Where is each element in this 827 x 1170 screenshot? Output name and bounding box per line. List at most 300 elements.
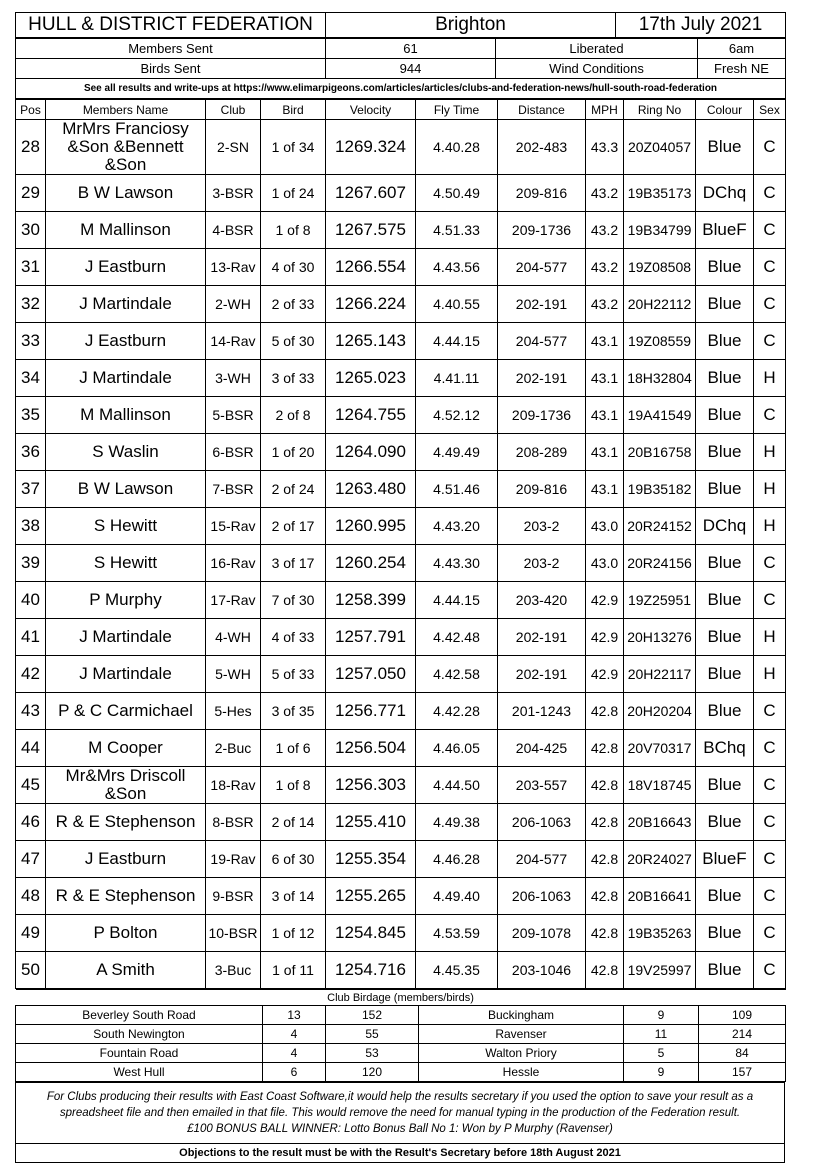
bird-cell: 1 of 12 <box>261 915 326 952</box>
mph-cell: 42.8 <box>586 915 624 952</box>
pos-cell: 30 <box>16 212 46 249</box>
bird-cell: 2 of 33 <box>261 286 326 323</box>
club-name-cell: West Hull <box>16 1063 263 1082</box>
mph-cell: 43.1 <box>586 323 624 360</box>
bird-cell: 2 of 8 <box>261 397 326 434</box>
ring-no-cell: 19A41549 <box>624 397 696 434</box>
ring-no-cell: 18V18745 <box>624 767 696 804</box>
member-name-cell: P & C Carmichael <box>46 693 206 730</box>
sex-cell: C <box>754 767 786 804</box>
mph-cell: 43.1 <box>586 397 624 434</box>
results-body <box>16 120 786 989</box>
club-cell: 18-Rav <box>206 767 261 804</box>
table-row <box>16 471 786 508</box>
pos-cell: 35 <box>16 397 46 434</box>
colour-cell: BlueF <box>696 841 754 878</box>
member-name-cell: S Waslin <box>46 434 206 471</box>
race-location: Brighton <box>326 13 616 38</box>
wind-value: Fresh NE <box>698 59 786 79</box>
club-name-cell: South Newington <box>16 1025 263 1044</box>
birdage-row <box>16 1044 786 1063</box>
pos-cell: 28 <box>16 120 46 175</box>
birds-sent-value: 944 <box>326 59 496 79</box>
ring-no-cell: 18H32804 <box>624 360 696 397</box>
fly-time-cell: 4.45.35 <box>416 952 498 989</box>
colour-cell: Blue <box>696 878 754 915</box>
fly-time-cell: 4.49.40 <box>416 878 498 915</box>
club-cell: 3-BSR <box>206 175 261 212</box>
sex-cell: H <box>754 656 786 693</box>
club-name-cell: Fountain Road <box>16 1044 263 1063</box>
table-row <box>16 656 786 693</box>
column-header: Fly Time <box>416 100 498 120</box>
birds-sent-label: Birds Sent <box>16 59 326 79</box>
velocity-cell: 1267.575 <box>326 212 416 249</box>
mph-cell: 43.0 <box>586 508 624 545</box>
bird-cell: 6 of 30 <box>261 841 326 878</box>
mph-cell: 42.8 <box>586 952 624 989</box>
table-row <box>16 952 786 989</box>
club-cell: 4-BSR <box>206 212 261 249</box>
member-name-cell: J Martindale <box>46 360 206 397</box>
member-name-cell: J Martindale <box>46 286 206 323</box>
pos-cell: 45 <box>16 767 46 804</box>
member-name-cell: J Eastburn <box>46 841 206 878</box>
mph-cell: 42.8 <box>586 767 624 804</box>
pos-cell: 39 <box>16 545 46 582</box>
sex-cell: C <box>754 212 786 249</box>
member-name-cell: R & E Stephenson <box>46 804 206 841</box>
fly-time-cell: 4.40.55 <box>416 286 498 323</box>
colour-cell: Blue <box>696 323 754 360</box>
colour-cell: Blue <box>696 915 754 952</box>
velocity-cell: 1255.410 <box>326 804 416 841</box>
colour-cell: Blue <box>696 360 754 397</box>
colour-cell: Blue <box>696 693 754 730</box>
sex-cell: C <box>754 582 786 619</box>
fly-time-cell: 4.43.30 <box>416 545 498 582</box>
pos-cell: 46 <box>16 804 46 841</box>
member-name-cell: S Hewitt <box>46 508 206 545</box>
fly-time-cell: 4.51.33 <box>416 212 498 249</box>
birdage-row <box>16 1006 786 1025</box>
mph-cell: 42.8 <box>586 730 624 767</box>
fly-time-cell: 4.42.58 <box>416 656 498 693</box>
mph-cell: 43.2 <box>586 286 624 323</box>
club-cell: 7-BSR <box>206 471 261 508</box>
velocity-cell: 1256.771 <box>326 693 416 730</box>
race-info-table <box>15 38 786 99</box>
birdage-table <box>15 989 786 1082</box>
birdage-row <box>16 1063 786 1082</box>
liberated-value: 6am <box>698 39 786 59</box>
club-cell: 6-BSR <box>206 434 261 471</box>
bird-cell: 4 of 33 <box>261 619 326 656</box>
distance-cell: 203-2 <box>498 545 586 582</box>
velocity-cell: 1267.607 <box>326 175 416 212</box>
distance-cell: 202-191 <box>498 360 586 397</box>
results-link-note: See all results and write-ups at https://www.elimarpigeons.com/articles/articles/clubs-and-federation-news/hull-south-road-federation <box>16 79 786 99</box>
table-row <box>16 693 786 730</box>
ring-no-cell: 20B16643 <box>624 804 696 841</box>
column-header: Ring No <box>624 100 696 120</box>
table-row <box>16 120 786 175</box>
birds-cell: 214 <box>699 1025 786 1044</box>
distance-cell: 209-816 <box>498 175 586 212</box>
club-cell: 15-Rav <box>206 508 261 545</box>
velocity-cell: 1256.303 <box>326 767 416 804</box>
fly-time-cell: 4.52.12 <box>416 397 498 434</box>
sex-cell: C <box>754 120 786 175</box>
birds-cell: 84 <box>699 1044 786 1063</box>
birds-cell: 55 <box>326 1025 419 1044</box>
colour-cell: Blue <box>696 619 754 656</box>
club-cell: 5-BSR <box>206 397 261 434</box>
birdage-body <box>16 1006 786 1082</box>
distance-cell: 206-1063 <box>498 804 586 841</box>
pos-cell: 37 <box>16 471 46 508</box>
sex-cell: H <box>754 619 786 656</box>
ring-no-cell: 20H20204 <box>624 693 696 730</box>
members-cell: 4 <box>263 1044 326 1063</box>
sex-cell: H <box>754 360 786 397</box>
member-name-cell: P Murphy <box>46 582 206 619</box>
sex-cell: H <box>754 508 786 545</box>
members-cell: 11 <box>624 1025 699 1044</box>
fly-time-cell: 4.41.11 <box>416 360 498 397</box>
distance-cell: 209-1736 <box>498 397 586 434</box>
member-name-cell: B W Lawson <box>46 471 206 508</box>
bird-cell: 4 of 30 <box>261 249 326 286</box>
column-header-row <box>16 100 786 120</box>
mph-cell: 42.8 <box>586 804 624 841</box>
fly-time-cell: 4.49.38 <box>416 804 498 841</box>
bird-cell: 2 of 24 <box>261 471 326 508</box>
club-cell: 3-WH <box>206 360 261 397</box>
velocity-cell: 1255.265 <box>326 878 416 915</box>
distance-cell: 209-1736 <box>498 212 586 249</box>
mph-cell: 43.0 <box>586 545 624 582</box>
column-header: Distance <box>498 100 586 120</box>
distance-cell: 203-2 <box>498 508 586 545</box>
pos-cell: 36 <box>16 434 46 471</box>
ring-no-cell: 20R24152 <box>624 508 696 545</box>
distance-cell: 209-816 <box>498 471 586 508</box>
colour-cell: DChq <box>696 175 754 212</box>
members-cell: 9 <box>624 1063 699 1082</box>
pos-cell: 48 <box>16 878 46 915</box>
bird-cell: 1 of 8 <box>261 212 326 249</box>
distance-cell: 203-420 <box>498 582 586 619</box>
ring-no-cell: 19B35263 <box>624 915 696 952</box>
velocity-cell: 1264.755 <box>326 397 416 434</box>
column-header: MPH <box>586 100 624 120</box>
pos-cell: 50 <box>16 952 46 989</box>
club-cell: 17-Rav <box>206 582 261 619</box>
velocity-cell: 1260.254 <box>326 545 416 582</box>
bird-cell: 3 of 14 <box>261 878 326 915</box>
member-name-cell: R & E Stephenson <box>46 878 206 915</box>
pos-cell: 44 <box>16 730 46 767</box>
ring-no-cell: 20H13276 <box>624 619 696 656</box>
colour-cell: Blue <box>696 471 754 508</box>
footer-note <box>16 1083 785 1144</box>
club-name-cell: Ravenser <box>419 1025 624 1044</box>
club-cell: 2-SN <box>206 120 261 175</box>
member-name-cell: J Eastburn <box>46 249 206 286</box>
velocity-cell: 1254.845 <box>326 915 416 952</box>
velocity-cell: 1255.354 <box>326 841 416 878</box>
column-header: Club <box>206 100 261 120</box>
velocity-cell: 1264.090 <box>326 434 416 471</box>
wind-label: Wind Conditions <box>496 59 698 79</box>
column-header: Bird <box>261 100 326 120</box>
table-row <box>16 434 786 471</box>
club-cell: 13-Rav <box>206 249 261 286</box>
bird-cell: 1 of 24 <box>261 175 326 212</box>
club-cell: 16-Rav <box>206 545 261 582</box>
club-cell: 3-Buc <box>206 952 261 989</box>
club-cell: 9-BSR <box>206 878 261 915</box>
bird-cell: 2 of 14 <box>261 804 326 841</box>
colour-cell: Blue <box>696 249 754 286</box>
members-sent-value: 61 <box>326 39 496 59</box>
member-name-cell: Mr&Mrs Driscoll &Son <box>46 767 206 804</box>
birds-cell: 53 <box>326 1044 419 1063</box>
distance-cell: 202-191 <box>498 656 586 693</box>
members-cell: 9 <box>624 1006 699 1025</box>
pos-cell: 42 <box>16 656 46 693</box>
mph-cell: 43.1 <box>586 360 624 397</box>
fly-time-cell: 4.44.15 <box>416 582 498 619</box>
liberated-label: Liberated <box>496 39 698 59</box>
bird-cell: 3 of 17 <box>261 545 326 582</box>
pos-cell: 49 <box>16 915 46 952</box>
sex-cell: C <box>754 730 786 767</box>
ring-no-cell: 20B16641 <box>624 878 696 915</box>
table-row <box>16 323 786 360</box>
velocity-cell: 1257.050 <box>326 656 416 693</box>
footer-table <box>15 1082 785 1163</box>
club-cell: 4-WH <box>206 619 261 656</box>
bird-cell: 5 of 33 <box>261 656 326 693</box>
sex-cell: C <box>754 841 786 878</box>
birds-cell: 120 <box>326 1063 419 1082</box>
colour-cell: DChq <box>696 508 754 545</box>
mph-cell: 43.2 <box>586 175 624 212</box>
mph-cell: 43.1 <box>586 471 624 508</box>
member-name-cell: M Mallinson <box>46 212 206 249</box>
fly-time-cell: 4.44.50 <box>416 767 498 804</box>
table-row <box>16 397 786 434</box>
birds-cell: 157 <box>699 1063 786 1082</box>
member-name-cell: J Martindale <box>46 656 206 693</box>
pos-cell: 41 <box>16 619 46 656</box>
colour-cell: BlueF <box>696 212 754 249</box>
members-cell: 13 <box>263 1006 326 1025</box>
fly-time-cell: 4.46.28 <box>416 841 498 878</box>
table-row <box>16 286 786 323</box>
pos-cell: 47 <box>16 841 46 878</box>
member-name-cell: P Bolton <box>46 915 206 952</box>
table-row <box>16 804 786 841</box>
distance-cell: 204-425 <box>498 730 586 767</box>
sex-cell: C <box>754 545 786 582</box>
table-row <box>16 508 786 545</box>
colour-cell: Blue <box>696 545 754 582</box>
ring-no-cell: 20V70317 <box>624 730 696 767</box>
results-table <box>15 99 786 989</box>
mph-cell: 42.9 <box>586 656 624 693</box>
objections-note: Objections to the result must be with the Result's Secretary before 18th August 2021 <box>16 1144 785 1163</box>
fly-time-cell: 4.43.56 <box>416 249 498 286</box>
bonus-ball-note: £100 BONUS BALL WINNER: Lotto Bonus Ball No 1: Won by P Murphy (Ravenser) <box>187 1123 613 1135</box>
bird-cell: 3 of 33 <box>261 360 326 397</box>
distance-cell: 208-289 <box>498 434 586 471</box>
colour-cell: Blue <box>696 656 754 693</box>
mph-cell: 42.8 <box>586 693 624 730</box>
sex-cell: C <box>754 915 786 952</box>
velocity-cell: 1265.143 <box>326 323 416 360</box>
table-row <box>16 878 786 915</box>
members-sent-label: Members Sent <box>16 39 326 59</box>
bird-cell: 1 of 6 <box>261 730 326 767</box>
ring-no-cell: 19Z08508 <box>624 249 696 286</box>
colour-cell: Blue <box>696 434 754 471</box>
birds-cell: 109 <box>699 1006 786 1025</box>
ring-no-cell: 19Z25951 <box>624 582 696 619</box>
results-sheet <box>15 12 785 1163</box>
fly-time-cell: 4.50.49 <box>416 175 498 212</box>
velocity-cell: 1266.224 <box>326 286 416 323</box>
ring-no-cell: 19V25997 <box>624 952 696 989</box>
birdage-title: Club Birdage (members/birds) <box>16 990 786 1006</box>
club-cell: 8-BSR <box>206 804 261 841</box>
club-cell: 5-WH <box>206 656 261 693</box>
sex-cell: C <box>754 878 786 915</box>
member-name-cell: J Eastburn <box>46 323 206 360</box>
distance-cell: 206-1063 <box>498 878 586 915</box>
distance-cell: 204-577 <box>498 841 586 878</box>
distance-cell: 204-577 <box>498 249 586 286</box>
bird-cell: 5 of 30 <box>261 323 326 360</box>
bird-cell: 3 of 35 <box>261 693 326 730</box>
club-name-cell: Walton Priory <box>419 1044 624 1063</box>
distance-cell: 202-191 <box>498 619 586 656</box>
velocity-cell: 1256.504 <box>326 730 416 767</box>
distance-cell: 201-1243 <box>498 693 586 730</box>
colour-cell: Blue <box>696 582 754 619</box>
velocity-cell: 1266.554 <box>326 249 416 286</box>
bird-cell: 7 of 30 <box>261 582 326 619</box>
mph-cell: 43.2 <box>586 249 624 286</box>
ring-no-cell: 20Z04057 <box>624 120 696 175</box>
race-date: 17th July 2021 <box>616 13 786 38</box>
bird-cell: 2 of 17 <box>261 508 326 545</box>
table-row <box>16 249 786 286</box>
distance-cell: 203-557 <box>498 767 586 804</box>
pos-cell: 32 <box>16 286 46 323</box>
pos-cell: 33 <box>16 323 46 360</box>
member-name-cell: B W Lawson <box>46 175 206 212</box>
pos-cell: 43 <box>16 693 46 730</box>
ring-no-cell: 20H22112 <box>624 286 696 323</box>
velocity-cell: 1269.324 <box>326 120 416 175</box>
colour-cell: Blue <box>696 804 754 841</box>
velocity-cell: 1265.023 <box>326 360 416 397</box>
mph-cell: 43.3 <box>586 120 624 175</box>
sex-cell: C <box>754 693 786 730</box>
sex-cell: C <box>754 175 786 212</box>
colour-cell: Blue <box>696 286 754 323</box>
member-name-cell: A Smith <box>46 952 206 989</box>
fly-time-cell: 4.53.59 <box>416 915 498 952</box>
table-row <box>16 360 786 397</box>
distance-cell: 209-1078 <box>498 915 586 952</box>
bird-cell: 1 of 34 <box>261 120 326 175</box>
sex-cell: C <box>754 952 786 989</box>
ring-no-cell: 20R24156 <box>624 545 696 582</box>
fly-time-cell: 4.44.15 <box>416 323 498 360</box>
velocity-cell: 1257.791 <box>326 619 416 656</box>
colour-cell: Blue <box>696 120 754 175</box>
sex-cell: C <box>754 286 786 323</box>
club-cell: 19-Rav <box>206 841 261 878</box>
table-row <box>16 841 786 878</box>
ring-no-cell: 20B16758 <box>624 434 696 471</box>
table-row <box>16 730 786 767</box>
bird-cell: 1 of 20 <box>261 434 326 471</box>
sex-cell: C <box>754 804 786 841</box>
ring-no-cell: 19Z08559 <box>624 323 696 360</box>
table-row <box>16 915 786 952</box>
column-header: Pos <box>16 100 46 120</box>
distance-cell: 202-191 <box>498 286 586 323</box>
distance-cell: 203-1046 <box>498 952 586 989</box>
column-header: Velocity <box>326 100 416 120</box>
software-note: For Clubs producing their results with East Coast Software,it would help the results secretary if you used the option to save your result as a spreadsheet file and then emailed in that file. This would remove the need for manual typing in the production of the Federation result. <box>46 1091 754 1119</box>
member-name-cell: S Hewitt <box>46 545 206 582</box>
ring-no-cell: 19B35182 <box>624 471 696 508</box>
velocity-cell: 1260.995 <box>326 508 416 545</box>
fly-time-cell: 4.49.49 <box>416 434 498 471</box>
mph-cell: 42.8 <box>586 878 624 915</box>
ring-no-cell: 20R24027 <box>624 841 696 878</box>
member-name-cell: M Mallinson <box>46 397 206 434</box>
distance-cell: 204-577 <box>498 323 586 360</box>
ring-no-cell: 19B35173 <box>624 175 696 212</box>
sex-cell: H <box>754 471 786 508</box>
column-header: Members Name <box>46 100 206 120</box>
velocity-cell: 1258.399 <box>326 582 416 619</box>
colour-cell: Blue <box>696 397 754 434</box>
member-name-cell: M Cooper <box>46 730 206 767</box>
club-cell: 2-Buc <box>206 730 261 767</box>
mph-cell: 43.1 <box>586 434 624 471</box>
club-cell: 14-Rav <box>206 323 261 360</box>
member-name-cell: MrMrs Franciosy &Son &Bennett &Son <box>46 120 206 175</box>
mph-cell: 42.9 <box>586 582 624 619</box>
colour-cell: Blue <box>696 952 754 989</box>
members-cell: 5 <box>624 1044 699 1063</box>
bird-cell: 1 of 11 <box>261 952 326 989</box>
sex-cell: C <box>754 323 786 360</box>
bird-cell: 1 of 8 <box>261 767 326 804</box>
club-name-cell: Buckingham <box>419 1006 624 1025</box>
mph-cell: 43.2 <box>586 212 624 249</box>
birdage-row <box>16 1025 786 1044</box>
fly-time-cell: 4.40.28 <box>416 120 498 175</box>
